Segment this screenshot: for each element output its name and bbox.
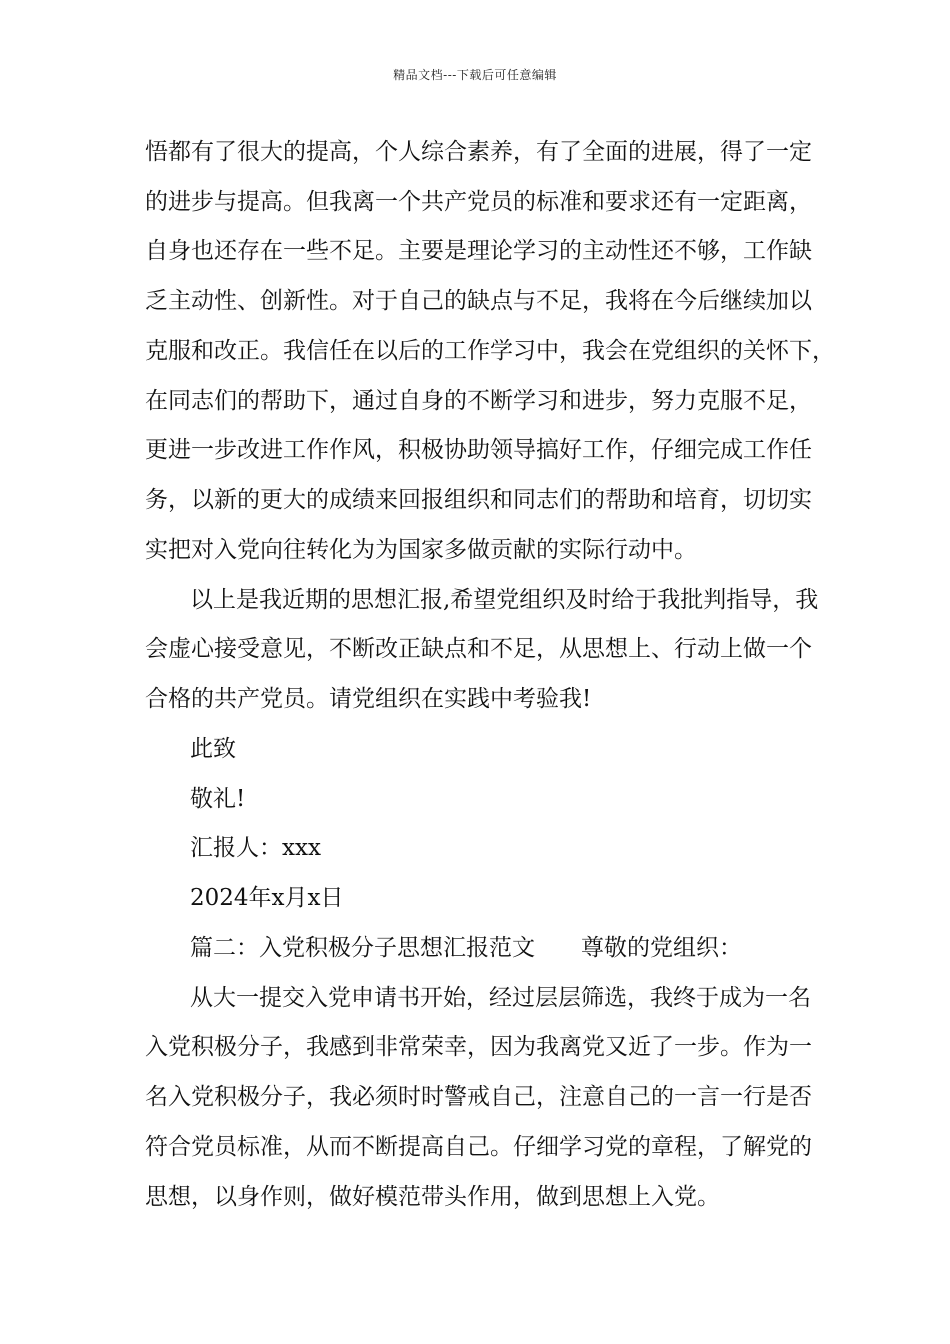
text-line: 名入党积极分子，我必须时时警戒自己，注意自己的一言一行是否 bbox=[145, 1084, 812, 1110]
paragraph-first-line: 从大一提交入党申请书开始，经过层层筛选，我终于成为一名 bbox=[190, 985, 811, 1011]
closing-salutation: 此致 bbox=[190, 736, 236, 762]
section-heading: 篇二：入党积极分子思想汇报范文 尊敬的党组织： bbox=[190, 935, 742, 961]
reporter-name: 汇报人：xxx bbox=[190, 835, 321, 861]
text-line: 更进一步改进工作作风，积极协助领导搞好工作，仔细完成工作任 bbox=[145, 437, 812, 463]
text-line: 会虚心接受意见，不断改正缺点和不足，从思想上、行动上做一个 bbox=[145, 636, 812, 662]
text-line: 乏主动性、创新性。对于自己的缺点与不足，我将在今后继续加以 bbox=[145, 288, 812, 314]
paragraph-first-line: 以上是我近期的思想汇报,希望党组织及时给于我批判指导，我 bbox=[190, 587, 819, 613]
text-line: 悟都有了很大的提高，个人综合素养，有了全面的进展，得了一定 bbox=[145, 139, 812, 165]
closing-regards: 敬礼! bbox=[190, 786, 246, 812]
page-header: 精品文档---下载后可任意编辑 bbox=[393, 68, 557, 82]
text-line: 的进步与提高。但我离一个共产党员的标准和要求还有一定距离， bbox=[145, 189, 812, 215]
report-date: 2024年x月x日 bbox=[190, 885, 344, 911]
text-line: 克服和改正。我信任在以后的工作学习中，我会在党组织的关怀下， bbox=[145, 338, 835, 364]
text-line: 务，以新的更大的成绩来回报组织和同志们的帮助和培育，切切实 bbox=[145, 487, 812, 513]
text-line: 思想，以身作则，做好模范带头作用，做到思想上入党。 bbox=[145, 1184, 720, 1210]
text-line: 实把对入党向往转化为为国家多做贡献的实际行动中。 bbox=[145, 537, 697, 563]
text-line: 自身也还存在一些不足。主要是理论学习的主动性还不够，工作缺 bbox=[145, 238, 812, 264]
text-line: 合格的共产党员。请党组织在实践中考验我! bbox=[145, 686, 592, 712]
text-line: 符合党员标准，从而不断提高自己。仔细学习党的章程，了解党的 bbox=[145, 1134, 812, 1160]
text-line: 入党积极分子，我感到非常荣幸，因为我离党又近了一步。作为一 bbox=[145, 1034, 812, 1060]
text-line: 在同志们的帮助下，通过自身的不断学习和进步，努力克服不足， bbox=[145, 388, 812, 414]
